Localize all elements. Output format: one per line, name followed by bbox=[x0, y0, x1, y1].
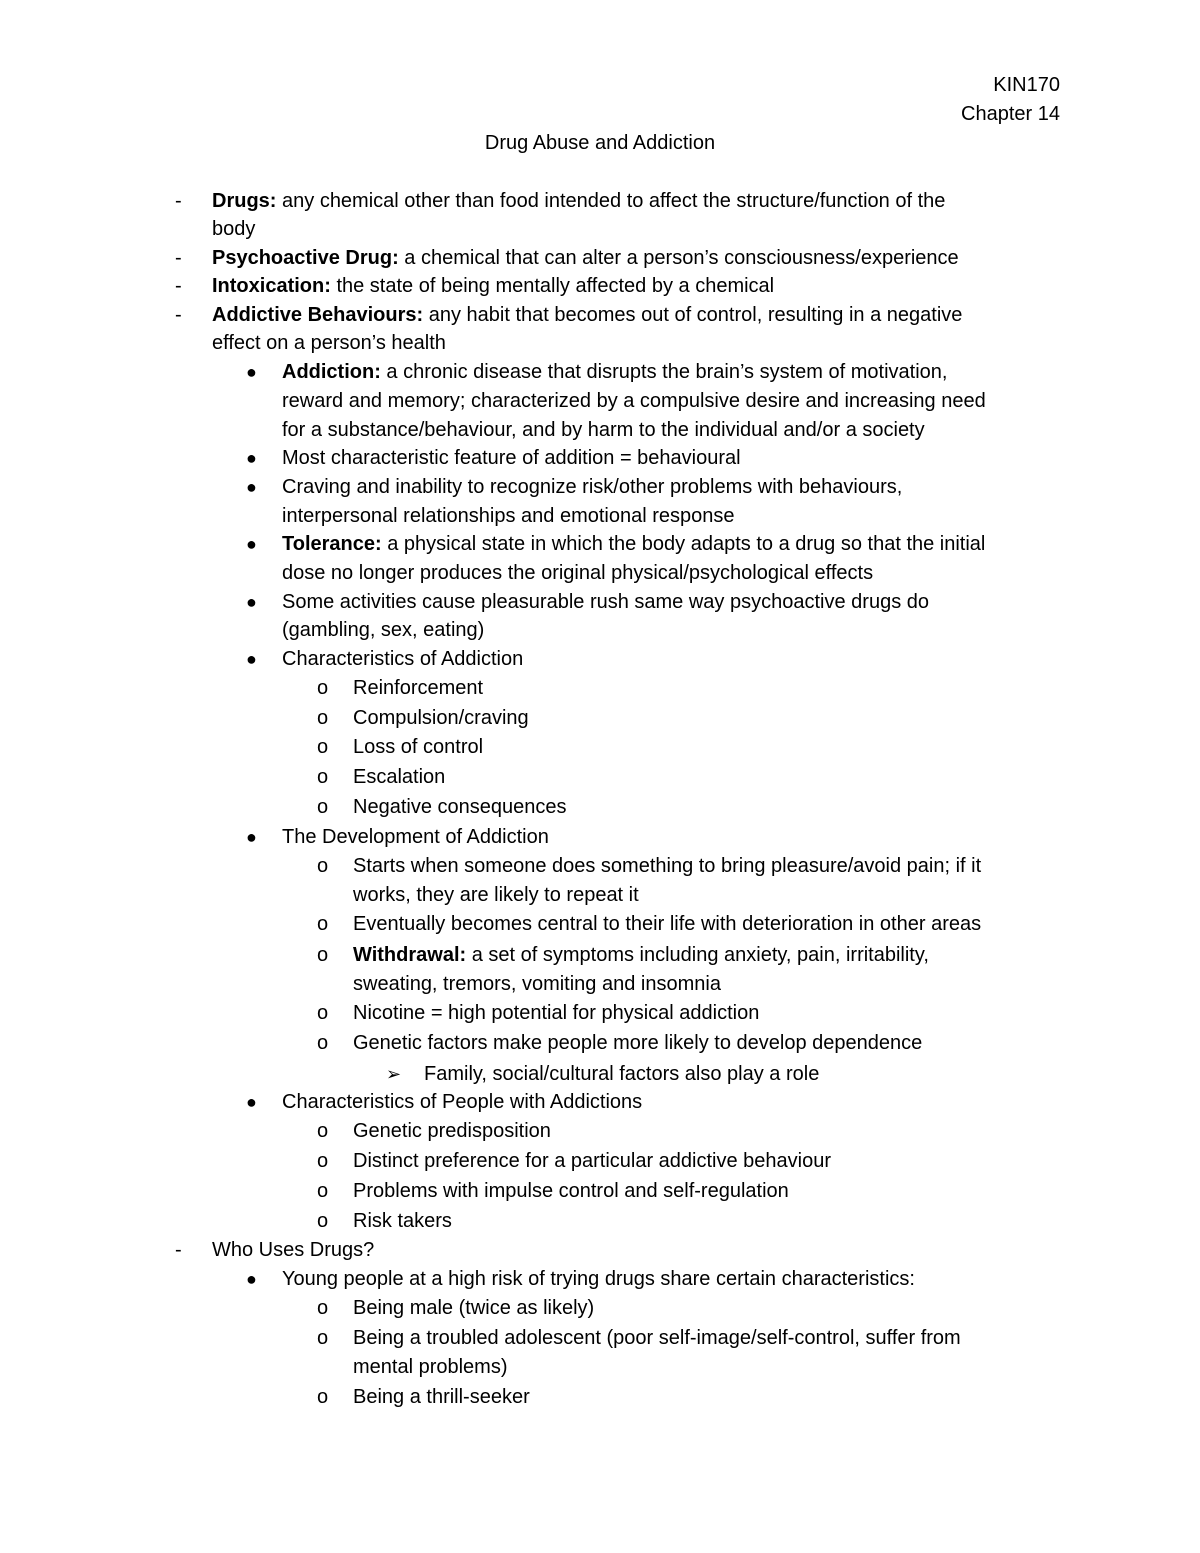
list-item-continuation: dose no longer produces the original physical/psychological effects bbox=[282, 562, 874, 584]
list-item-tolerance bbox=[282, 530, 985, 558]
term-addictive-behaviours: Addictive Behaviours: bbox=[212, 304, 424, 326]
list-item: Problems with impulse control and self-regulation bbox=[353, 1180, 789, 1202]
circle-marker: o bbox=[317, 1327, 329, 1349]
list-item: Genetic predisposition bbox=[353, 1120, 551, 1142]
list-item: Starts when someone does something to bring pleasure/avoid pain; if it bbox=[353, 855, 982, 877]
list-item-continuation: effect on a person’s health bbox=[212, 332, 446, 354]
list-item: Nicotine = high potential for physical addiction bbox=[353, 1002, 760, 1024]
list-item-continuation: (gambling, sex, eating) bbox=[282, 619, 485, 641]
list-item-who-uses-heading: Who Uses Drugs? bbox=[212, 1239, 375, 1261]
course-code: KIN170 bbox=[993, 74, 1060, 96]
list-item-characteristics-heading: Characteristics of Addiction bbox=[282, 648, 524, 670]
circle-marker: o bbox=[317, 1210, 329, 1232]
circle-marker: o bbox=[317, 1297, 329, 1319]
circle-marker: o bbox=[317, 913, 329, 935]
bullet-marker: ● bbox=[246, 827, 257, 847]
dash-marker: - bbox=[175, 304, 182, 326]
list-item-drugs bbox=[212, 187, 945, 215]
bullet-marker: ● bbox=[246, 477, 257, 497]
list-item-continuation: mental problems) bbox=[353, 1356, 508, 1378]
definition-text: a set of symptoms including anxiety, pain, irritability, bbox=[466, 944, 929, 966]
list-item: Being a thrill-seeker bbox=[353, 1386, 530, 1408]
term-drugs: Drugs: bbox=[212, 190, 277, 212]
list-item-addictive-behaviours bbox=[212, 301, 962, 329]
list-item: Loss of control bbox=[353, 736, 484, 758]
list-item: Reinforcement bbox=[353, 677, 484, 699]
list-item-people-heading: Characteristics of People with Addictions bbox=[282, 1091, 643, 1113]
list-item: Genetic factors make people more likely to develop dependence bbox=[353, 1032, 923, 1054]
term-psychoactive: Psychoactive Drug: bbox=[212, 247, 399, 269]
list-item-intoxication bbox=[212, 272, 774, 300]
circle-marker: o bbox=[317, 1150, 329, 1172]
bullet-marker: ● bbox=[246, 1092, 257, 1112]
definition-text: any chemical other than food intended to affect the structure/function of the bbox=[276, 190, 946, 212]
dash-marker: - bbox=[175, 247, 182, 269]
list-item-young-people: Young people at a high risk of trying drugs share certain characteristics: bbox=[282, 1268, 915, 1290]
list-item: Compulsion/craving bbox=[353, 707, 529, 729]
definition-text: a physical state in which the body adapts to a drug so that the initial bbox=[381, 533, 986, 555]
circle-marker: o bbox=[317, 707, 329, 729]
circle-marker: o bbox=[317, 766, 329, 788]
list-item-addiction bbox=[282, 358, 947, 386]
dash-marker: - bbox=[175, 1239, 182, 1261]
list-item-continuation: sweating, tremors, vomiting and insomnia bbox=[353, 973, 721, 995]
bullet-marker: ● bbox=[246, 649, 257, 669]
term-intoxication: Intoxication: bbox=[212, 275, 331, 297]
arrow-marker: ➢ bbox=[386, 1064, 402, 1084]
page-title: Drug Abuse and Addiction bbox=[484, 132, 716, 154]
list-item-continuation: body bbox=[212, 218, 256, 240]
term-tolerance: Tolerance: bbox=[282, 533, 382, 555]
circle-marker: o bbox=[317, 677, 329, 699]
list-item-continuation: interpersonal relationships and emotional response bbox=[282, 505, 735, 527]
bullet-marker: ● bbox=[246, 362, 257, 382]
definition-text: a chemical that can alter a person’s consciousness/experience bbox=[398, 247, 959, 269]
list-item: Distinct preference for a particular addictive behaviour bbox=[353, 1150, 832, 1172]
list-item-development-heading: The Development of Addiction bbox=[282, 826, 549, 848]
list-item-most-characteristic: Most characteristic feature of addition = behavioural bbox=[282, 447, 741, 469]
list-item: Risk takers bbox=[353, 1210, 452, 1232]
circle-marker: o bbox=[317, 1120, 329, 1142]
bullet-marker: ● bbox=[246, 1269, 257, 1289]
chapter-label: Chapter 14 bbox=[961, 103, 1060, 125]
list-item-continuation: reward and memory; characterized by a compulsive desire and increasing need bbox=[282, 390, 986, 412]
circle-marker: o bbox=[317, 1180, 329, 1202]
definition-text: any habit that becomes out of control, resulting in a negative bbox=[423, 304, 963, 326]
list-item-psychoactive bbox=[212, 244, 959, 272]
circle-marker: o bbox=[317, 1002, 329, 1024]
circle-marker: o bbox=[317, 944, 329, 966]
list-item: Being a troubled adolescent (poor self-image/self-control, suffer from bbox=[353, 1327, 961, 1349]
definition-text: a chronic disease that disrupts the brain’s system of motivation, bbox=[380, 361, 948, 383]
list-item: Family, social/cultural factors also play a role bbox=[424, 1063, 820, 1085]
bullet-marker: ● bbox=[246, 448, 257, 468]
dash-marker: - bbox=[175, 190, 182, 212]
bullet-marker: ● bbox=[246, 534, 257, 554]
list-item: Escalation bbox=[353, 766, 446, 788]
list-item: Eventually becomes central to their life with deterioration in other areas bbox=[353, 913, 982, 935]
term-addiction: Addiction: bbox=[282, 361, 381, 383]
circle-marker: o bbox=[317, 796, 329, 818]
list-item: Negative consequences bbox=[353, 796, 567, 818]
list-item-craving: Craving and inability to recognize risk/other problems with behaviours, bbox=[282, 476, 903, 498]
circle-marker: o bbox=[317, 855, 329, 877]
list-item-withdrawal bbox=[353, 941, 929, 969]
dash-marker: - bbox=[175, 275, 182, 297]
circle-marker: o bbox=[317, 736, 329, 758]
list-item-continuation: for a substance/behaviour, and by harm to the individual and/or a society bbox=[282, 419, 925, 441]
term-withdrawal: Withdrawal: bbox=[353, 944, 467, 966]
bullet-marker: ● bbox=[246, 592, 257, 612]
circle-marker: o bbox=[317, 1032, 329, 1054]
list-item: Being male (twice as likely) bbox=[353, 1297, 595, 1319]
list-item-continuation: works, they are likely to repeat it bbox=[353, 884, 639, 906]
circle-marker: o bbox=[317, 1386, 329, 1408]
definition-text: the state of being mentally affected by a chemical bbox=[330, 275, 775, 297]
list-item-activities: Some activities cause pleasurable rush same way psychoactive drugs do bbox=[282, 591, 929, 613]
